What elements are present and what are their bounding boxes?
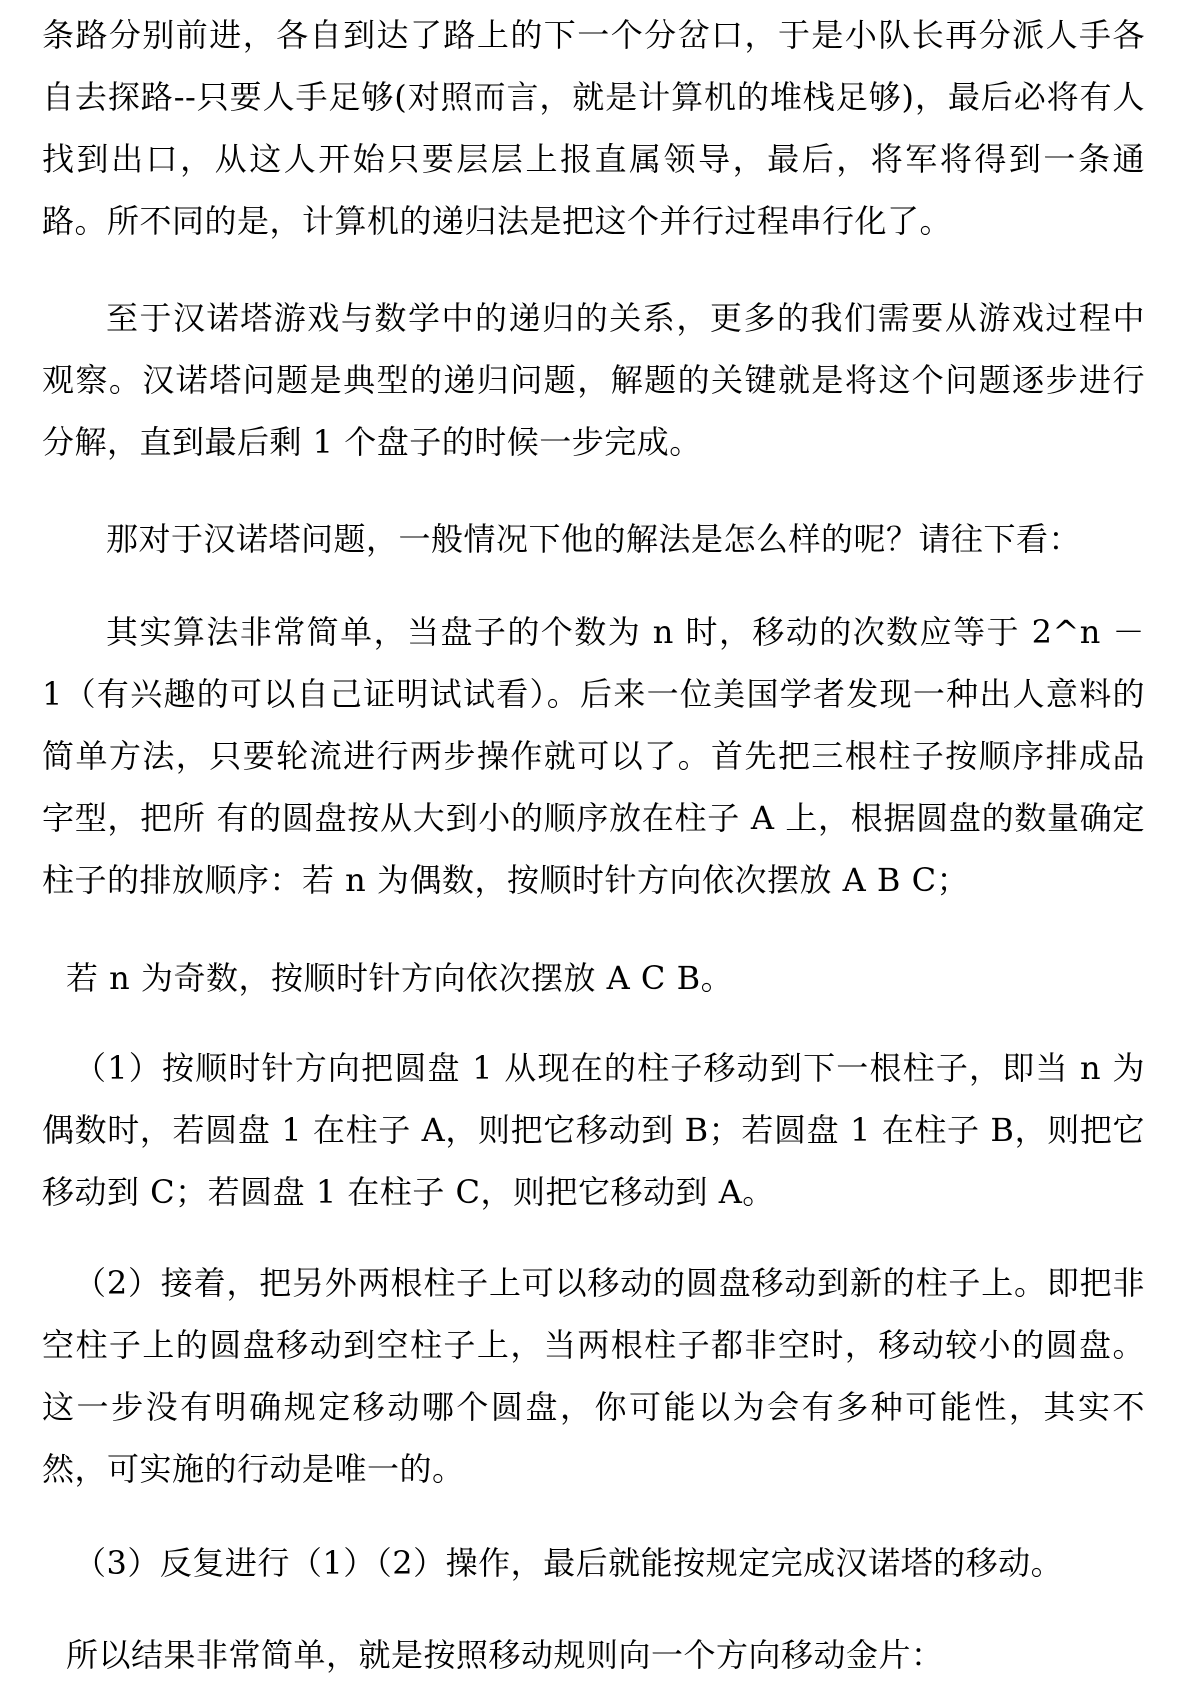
step-3: （3）反复进行（1）（2）操作，最后就能按规定完成汉诺塔的移动。 bbox=[74, 1544, 1064, 1582]
step-1: （1）按顺时针方向把圆盘 1 从现在的柱子移动到下一根柱子，即当 n 为偶数时，若圆盘 1 在柱子 A，则把它移动到 B；若圆盘 1 在柱子 B，则把它移动到 C；若圆盘 1 在柱子 C，则把它移动到 A。 bbox=[42, 1049, 1145, 1211]
paragraph-question: 那对于汉诺塔问题，一般情况下他的解法是怎么样的呢？请往下看： bbox=[106, 520, 1082, 558]
paragraph-algorithm: 其实算法非常简单，当盘子的个数为 n 时，移动的次数应等于 2^n － 1（有兴趣的可以自己证明试试看）。后来一位美国学者发现一种出人意料的简单方法，只要轮流进行两步操作就可以了。首先把三根柱子按顺序排成品字型，把所 有的圆盘按从大到小的顺序放在柱子 A 上，根据圆盘的数量确定柱子的排放顺序：若 n 为偶数，按顺时针方向依次摆放 A B C； bbox=[42, 613, 1145, 899]
paragraph-recursion-analogy: 条路分别前进，各自到达了路上的下一个分岔口，于是小队长再分派人手各自去探路--只要人手足够(对照而言，就是计算机的堆栈足够)，最后必将有人找到出口，从这人开始只要层层上报直属领导，最后，将军将得到一条通路。所不同的是，计算机的递归法是把这个并行过程串行化了。 bbox=[42, 16, 1145, 240]
paragraph-odd-case: 若 n 为奇数，按顺时针方向依次摆放 A C B。 bbox=[66, 959, 734, 997]
paragraph-conclusion: 所以结果非常简单，就是按照移动规则向一个方向移动金片： bbox=[66, 1636, 944, 1674]
step-2: （2）接着，把另外两根柱子上可以移动的圆盘移动到新的柱子上。即把非空柱子上的圆盘移动到空柱子上，当两根柱子都非空时，移动较小的圆盘。这一步没有明确规定移动哪个圆盘，你可能以为会有多种可能性，其实不然，可实施的行动是唯一的。 bbox=[42, 1264, 1145, 1488]
paragraph-hanoi-recursion: 至于汉诺塔游戏与数学中的递归的关系，更多的我们需要从游戏过程中观察。汉诺塔问题是典型的递归问题，解题的关键就是将这个问题逐步进行分解，直到最后剩 1 个盘子的时候一步完成。 bbox=[42, 299, 1145, 461]
